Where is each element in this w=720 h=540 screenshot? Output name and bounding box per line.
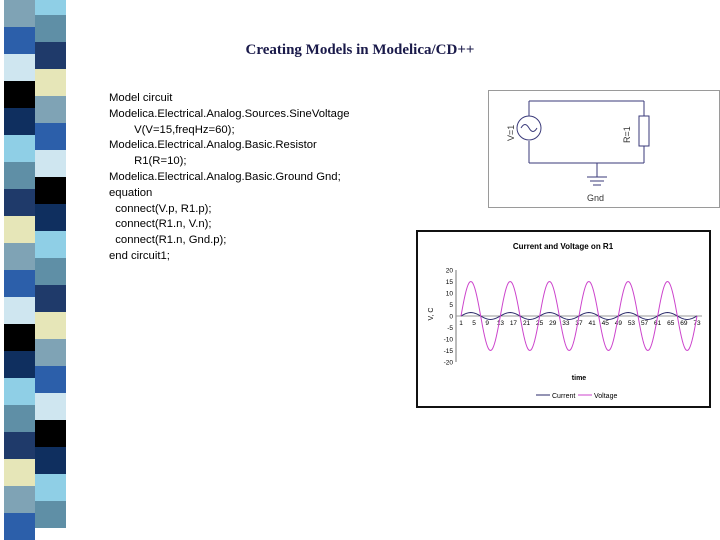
x-tick-label: 21 (522, 320, 531, 327)
strip-block (4, 189, 35, 216)
resistor-label: R=1 (622, 126, 632, 143)
y-tick-label: -15 (443, 348, 453, 355)
source-label: V=1 (506, 124, 516, 141)
strip-block (35, 420, 66, 447)
strip-block (4, 324, 35, 351)
y-tick-label: 5 (449, 302, 453, 309)
code-line: equation (109, 186, 153, 199)
strip-block (4, 405, 35, 432)
x-tick-label: 73 (693, 320, 701, 327)
chart-title: Current and Voltage on R1 (512, 242, 614, 251)
y-tick-label: 20 (445, 267, 453, 275)
x-tick-label: 53 (627, 320, 636, 327)
code-line: connect(V.p, R1.p); (109, 202, 212, 215)
strip-block (35, 231, 66, 258)
x-tick-label: 41 (588, 320, 596, 327)
strip-block (4, 513, 35, 540)
strip-block (35, 339, 66, 366)
strip-block (35, 258, 66, 285)
code-line: R1(R=10); (109, 155, 187, 168)
strip-block (4, 270, 35, 297)
strip-block (35, 366, 66, 393)
resistor-symbol (639, 116, 649, 146)
x-tick-label: 13 (496, 320, 504, 327)
decorative-strip (0, 0, 70, 540)
x-tick-label: 45 (601, 320, 609, 327)
strip-block (35, 42, 66, 69)
strip-block (35, 447, 66, 474)
strip-block (35, 0, 66, 15)
x-tick-label: 29 (549, 320, 557, 327)
legend-current: Current (552, 393, 576, 400)
ground-symbol (587, 177, 607, 185)
y-tick-label: -10 (443, 336, 453, 344)
strip-block (4, 0, 35, 27)
slide-title: Creating Models in Modelica/CD++ (245, 42, 475, 58)
strip-block (35, 177, 66, 204)
y-tick-label: 0 (449, 313, 453, 321)
strip-block (35, 474, 66, 501)
strip-block (35, 123, 66, 150)
strip-block (4, 378, 35, 405)
chart-xlabel: time (571, 375, 587, 382)
strip-block (35, 393, 66, 420)
x-tick-label: 49 (614, 320, 622, 327)
strip-block (4, 216, 35, 243)
chart-ylabel: V, C (428, 307, 435, 321)
strip-block (4, 243, 35, 270)
strip-block (4, 108, 35, 135)
strip-block (4, 81, 35, 108)
legend-voltage: Voltage (594, 393, 618, 400)
strip-block (4, 486, 35, 513)
strip-block (35, 96, 66, 123)
sine-source-symbol (517, 116, 541, 140)
y-tick-label: 15 (445, 279, 453, 286)
strip-block (4, 27, 35, 54)
circuit-diagram (488, 90, 720, 208)
strip-block (35, 285, 66, 312)
strip-block (4, 54, 35, 81)
code-line: connect(R1.n, V.n); (109, 218, 212, 231)
strip-block (35, 150, 66, 177)
strip-block (35, 501, 66, 528)
code-line: Modelica.Electrical.Analog.Sources.SineVoltage (109, 107, 350, 120)
strip-block (4, 432, 35, 459)
x-tick-label: 1 (459, 320, 463, 327)
y-tick-label: -5 (447, 325, 453, 332)
code-line: end circuit1; (109, 249, 170, 262)
current-voltage-chart (416, 230, 711, 408)
modelica-code-block (109, 91, 350, 265)
code-line: Modelica.Electrical.Analog.Basic.Ground Gnd; (109, 170, 341, 183)
y-tick-label: 10 (445, 290, 453, 298)
strip-block (4, 297, 35, 324)
x-tick-label: 69 (680, 320, 688, 327)
code-line: connect(R1.n, Gnd.p); (109, 234, 227, 247)
code-line: V(V=15,freqHz=60); (109, 123, 235, 136)
x-tick-label: 65 (667, 320, 675, 327)
ground-label: Gnd (587, 193, 605, 203)
strip-block (4, 135, 35, 162)
strip-block (35, 204, 66, 231)
code-line: Model circuit (109, 92, 173, 104)
code-line: Modelica.Electrical.Analog.Basic.Resistor (109, 139, 317, 152)
x-tick-label: 17 (509, 320, 518, 327)
x-tick-label: 25 (536, 320, 544, 327)
strip-block (4, 351, 35, 378)
strip-block (4, 162, 35, 189)
y-tick-label: -20 (443, 359, 453, 367)
strip-block (35, 15, 66, 42)
strip-block (4, 459, 35, 486)
x-tick-label: 5 (472, 320, 476, 327)
x-tick-label: 37 (575, 320, 583, 327)
x-tick-label: 9 (485, 320, 490, 327)
x-tick-label: 33 (562, 320, 570, 327)
x-tick-label: 57 (640, 320, 649, 327)
chart-legend (536, 393, 617, 400)
strip-block (35, 312, 66, 339)
x-tick-label: 61 (654, 320, 662, 327)
strip-block (35, 69, 66, 96)
